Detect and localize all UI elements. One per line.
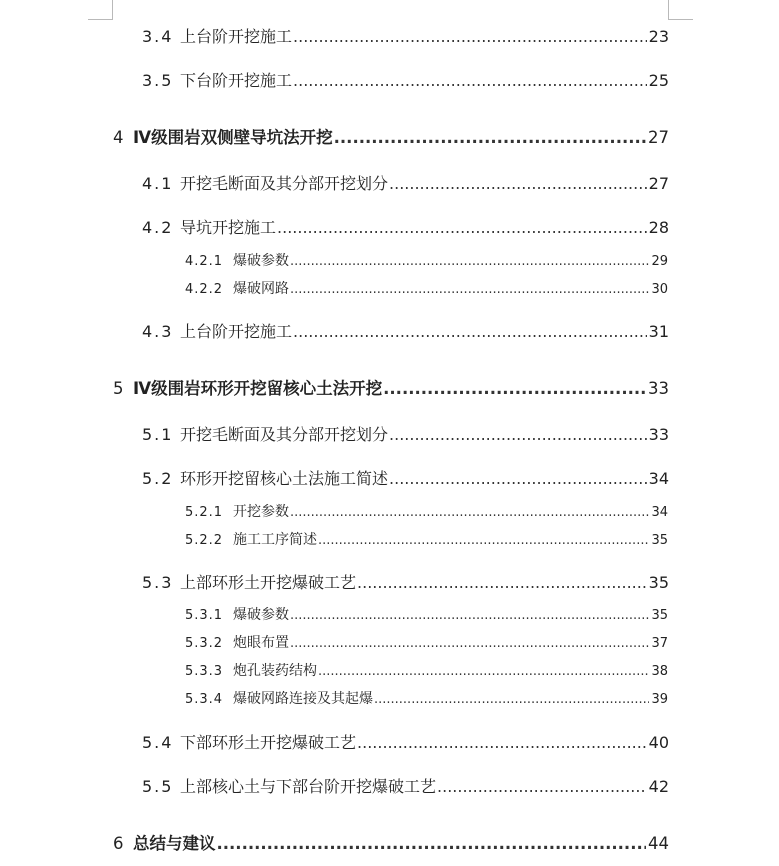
toc-entry-page: 44 bbox=[648, 834, 669, 853]
toc-entry-number: 4 bbox=[113, 128, 124, 147]
toc-entry-title: 开挖参数 bbox=[233, 504, 289, 520]
toc-leader-dots bbox=[277, 218, 647, 237]
toc-entry-number: 5 bbox=[113, 379, 124, 398]
toc-entry-page: 28 bbox=[648, 218, 669, 237]
toc-leader-dots bbox=[290, 505, 649, 520]
toc-entry-number: 5.4 bbox=[142, 733, 174, 752]
toc-entry-number: 4.2.2 bbox=[185, 282, 224, 297]
toc-leader-dots bbox=[293, 322, 647, 341]
toc-entry-subsection[interactable] bbox=[185, 688, 668, 708]
toc-entry-number: 5.3.4 bbox=[185, 692, 224, 707]
toc-entry-chapter[interactable] bbox=[113, 124, 669, 148]
toc-entry-page: 39 bbox=[651, 692, 668, 707]
toc-entry-page: 27 bbox=[648, 128, 669, 147]
toc-entry-page: 37 bbox=[651, 636, 668, 651]
toc-leader-dots bbox=[383, 379, 646, 398]
toc-entry-subsection[interactable] bbox=[185, 501, 668, 521]
toc-leader-dots bbox=[389, 425, 647, 444]
toc-entry-chapter[interactable] bbox=[113, 830, 669, 854]
toc-entry-number: 5.5 bbox=[142, 777, 174, 796]
toc-leader-dots bbox=[290, 254, 649, 269]
toc-entry[interactable] bbox=[142, 68, 669, 91]
toc-entry-page: 29 bbox=[651, 254, 668, 269]
toc-entry-page: 35 bbox=[648, 573, 669, 592]
toc-entry-number: 5.3 bbox=[142, 573, 174, 592]
toc-entry-page: 34 bbox=[651, 505, 668, 520]
toc-entry-title: 总结与建议 bbox=[133, 834, 216, 853]
toc-entry[interactable] bbox=[142, 730, 669, 753]
toc-entry-number: 3.4 bbox=[142, 27, 174, 46]
toc-entry-title: 导坑开挖施工 bbox=[180, 218, 277, 237]
toc-entry-number: 5.1 bbox=[142, 425, 174, 444]
toc-entry-title: 开挖毛断面及其分部开挖划分 bbox=[180, 425, 389, 444]
toc-leader-dots bbox=[334, 128, 646, 147]
toc-entry-title: 爆破参数 bbox=[233, 607, 289, 623]
toc-entry-number: 5.2.2 bbox=[185, 533, 224, 548]
toc-entry-number: 5.3.1 bbox=[185, 608, 224, 623]
toc-entry-page: 31 bbox=[648, 322, 669, 341]
toc-entry-title: 爆破参数 bbox=[233, 253, 289, 269]
toc-leader-dots bbox=[389, 174, 647, 193]
toc-leader-dots bbox=[357, 733, 647, 752]
toc-entry-title: 上部核心土与下部台阶开挖爆破工艺 bbox=[180, 777, 437, 796]
toc-entry-title: 下台阶开挖施工 bbox=[180, 71, 293, 90]
toc-entry-chapter[interactable] bbox=[113, 375, 669, 399]
toc-entry-title: 炮眼布置 bbox=[233, 635, 289, 651]
toc-entry-subsection[interactable] bbox=[185, 604, 668, 624]
toc-entry-title: 上台阶开挖施工 bbox=[180, 27, 293, 46]
toc-leader-dots bbox=[217, 834, 647, 853]
toc-entry-number: 4.1 bbox=[142, 174, 174, 193]
toc-entry-page: 35 bbox=[651, 533, 668, 548]
toc-entry-page: 25 bbox=[648, 71, 669, 90]
toc-entry-page: 27 bbox=[648, 174, 669, 193]
toc-entry-title: 炮孔装药结构 bbox=[233, 663, 317, 679]
toc-entry-title: 上部环形土开挖爆破工艺 bbox=[180, 573, 357, 592]
toc-entry[interactable] bbox=[142, 215, 669, 238]
toc-entry-page: 30 bbox=[651, 282, 668, 297]
toc-entry[interactable] bbox=[142, 422, 669, 445]
toc-entry-number: 5.2 bbox=[142, 469, 174, 488]
toc-entry-page: 40 bbox=[648, 733, 669, 752]
toc-entry-number: 5.2.1 bbox=[185, 505, 224, 520]
toc-leader-dots bbox=[293, 71, 647, 90]
toc-entry-number: 4.2 bbox=[142, 218, 174, 237]
toc-entry[interactable] bbox=[142, 24, 669, 47]
toc-entry-number: 5.3.3 bbox=[185, 664, 224, 679]
toc-entry-title: 上台阶开挖施工 bbox=[180, 322, 293, 341]
toc-entry-page: 38 bbox=[651, 664, 668, 679]
toc-entry-page: 34 bbox=[648, 469, 669, 488]
toc-entry-number: 3.5 bbox=[142, 71, 174, 90]
toc-entry[interactable] bbox=[142, 171, 669, 194]
toc-entry-subsection[interactable] bbox=[185, 250, 668, 270]
toc-entry[interactable] bbox=[142, 774, 669, 797]
toc-entry[interactable] bbox=[142, 319, 669, 342]
toc-entry[interactable] bbox=[142, 466, 669, 489]
toc-leader-dots bbox=[318, 664, 649, 679]
toc-leader-dots bbox=[437, 777, 647, 796]
toc-entry-number: 6 bbox=[113, 834, 124, 853]
toc-entry-page: 33 bbox=[648, 425, 669, 444]
toc-entry-number: 4.2.1 bbox=[185, 254, 224, 269]
toc-entry-title: 下部环形土开挖爆破工艺 bbox=[180, 733, 357, 752]
toc-entry-title: 爆破网路连接及其起爆 bbox=[233, 691, 373, 707]
toc-entry-subsection[interactable] bbox=[185, 660, 668, 680]
toc-leader-dots bbox=[318, 533, 649, 548]
toc-entry-page: 23 bbox=[648, 27, 669, 46]
toc-entry-title: 开挖毛断面及其分部开挖划分 bbox=[180, 174, 389, 193]
toc-leader-dots bbox=[357, 573, 647, 592]
toc-entry-number: 4.3 bbox=[142, 322, 174, 341]
toc-entry-title: 爆破网路 bbox=[233, 281, 289, 297]
toc-entry-subsection[interactable] bbox=[185, 632, 668, 652]
toc-entry-title: 施工工序简述 bbox=[233, 532, 317, 548]
toc-entry-number: 5.3.2 bbox=[185, 636, 224, 651]
toc-leader-dots bbox=[290, 608, 649, 623]
toc-entry[interactable] bbox=[142, 570, 669, 593]
toc-leader-dots bbox=[389, 469, 647, 488]
toc-entry-page: 42 bbox=[648, 777, 669, 796]
toc-entry-page: 33 bbox=[648, 379, 669, 398]
toc-entry-page: 35 bbox=[651, 608, 668, 623]
toc-entry-subsection[interactable] bbox=[185, 278, 668, 298]
toc-entry-subsection[interactable] bbox=[185, 529, 668, 549]
toc-leader-dots bbox=[290, 282, 649, 297]
toc-leader-dots bbox=[290, 636, 649, 651]
toc-entry-title: 环形开挖留核心土法施工简述 bbox=[180, 469, 389, 488]
toc-leader-dots bbox=[293, 27, 647, 46]
toc-leader-dots bbox=[374, 692, 649, 707]
toc-entry-title: Ⅳ级围岩双侧壁导坑法开挖 bbox=[133, 128, 333, 147]
toc-entry-title: Ⅳ级围岩环形开挖留核心土法开挖 bbox=[133, 379, 383, 398]
